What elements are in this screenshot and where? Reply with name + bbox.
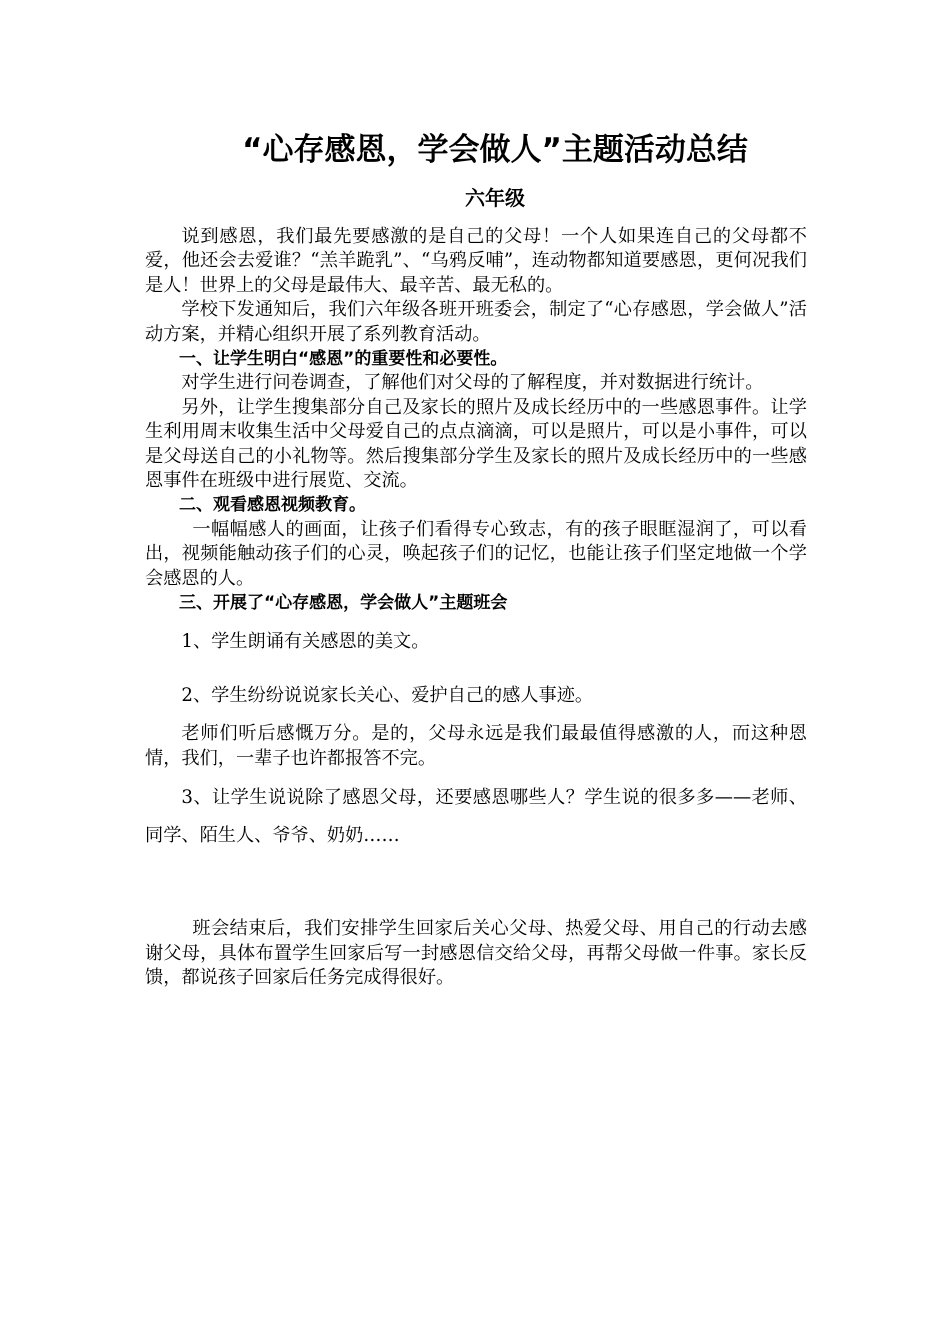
paragraph-intro: 说到感恩，我们最先要感激的是自己的父母！一个人如果连自己的父母都不爱，他还会去爱谁？“羔羊跪乳”、“乌鸦反哺”，连动物都知道要感恩，更何况我们是人！世界上的父母是最伟大、最辛苦、最无私的。	[145, 226, 807, 296]
paragraph-teachers: 老师们听后感慨万分。是的，父母永远是我们最最值得感激的人，而这种恩情，我们，一辈子也许都报答不完。	[145, 723, 807, 769]
section-heading-3: 三、开展了“心存感恩，学会做人”主题班会	[179, 593, 508, 614]
paragraph-photos: 另外，让学生搜集部分自己及家长的照片及成长经历中的一些感恩事件。让学生利用周末收集生活中父母爱自己的点点滴滴，可以是照片，可以是小事件，可以是父母送自己的小礼物等。然后搜集部分学生及家长的照片及成长经历中的一些感恩事件在班级中进行展览、交流。	[145, 396, 807, 492]
paragraph-survey: 对学生进行问卷调查，了解他们对父母的了解程度，并对数据进行统计。	[181, 372, 764, 394]
document-body	[145, 225, 807, 990]
paragraph-notice: 学校下发通知后，我们六年级各班开班委会，制定了“心存感恩，学会做人”活动方案，并精心组织开展了系列教育活动。	[145, 299, 807, 345]
document-subtitle: 六年级	[465, 186, 525, 210]
document-title: “心存感恩，学会做人”主题活动总结	[242, 132, 748, 168]
paragraph-video: 一幅幅感人的画面，让孩子们看得专心致志，有的孩子眼眶湿润了，可以看出，视频能触动孩子们的心灵，唤起孩子们的记忆，也能让孩子们坚定地做一个学会感恩的人。	[145, 518, 807, 589]
section-heading-1: 一、让学生明白“感恩”的重要性和必要性。	[179, 349, 508, 370]
list-item-3: 3、让学生说说除了感恩父母，还要感恩哪些人？学生说的很多多——老师、同学、陌生人、爷爷、奶奶……	[145, 787, 807, 847]
list-item-1: 1、学生朗诵有关感恩的美文。	[181, 630, 430, 652]
paragraph-conclusion: 班会结束后，我们安排学生回家后关心父母、热爱父母、用自己的行动去感谢父母，具体布置学生回家后写一封感恩信交给父母，再帮父母做一件事。家长反馈，都说孩子回家后任务完成得很好。	[145, 918, 807, 988]
list-item-2: 2、学生纷纷说说家长关心、爱护自己的感人事迹。	[181, 684, 594, 706]
section-heading-2: 二、观看感恩视频教育。	[179, 495, 366, 516]
